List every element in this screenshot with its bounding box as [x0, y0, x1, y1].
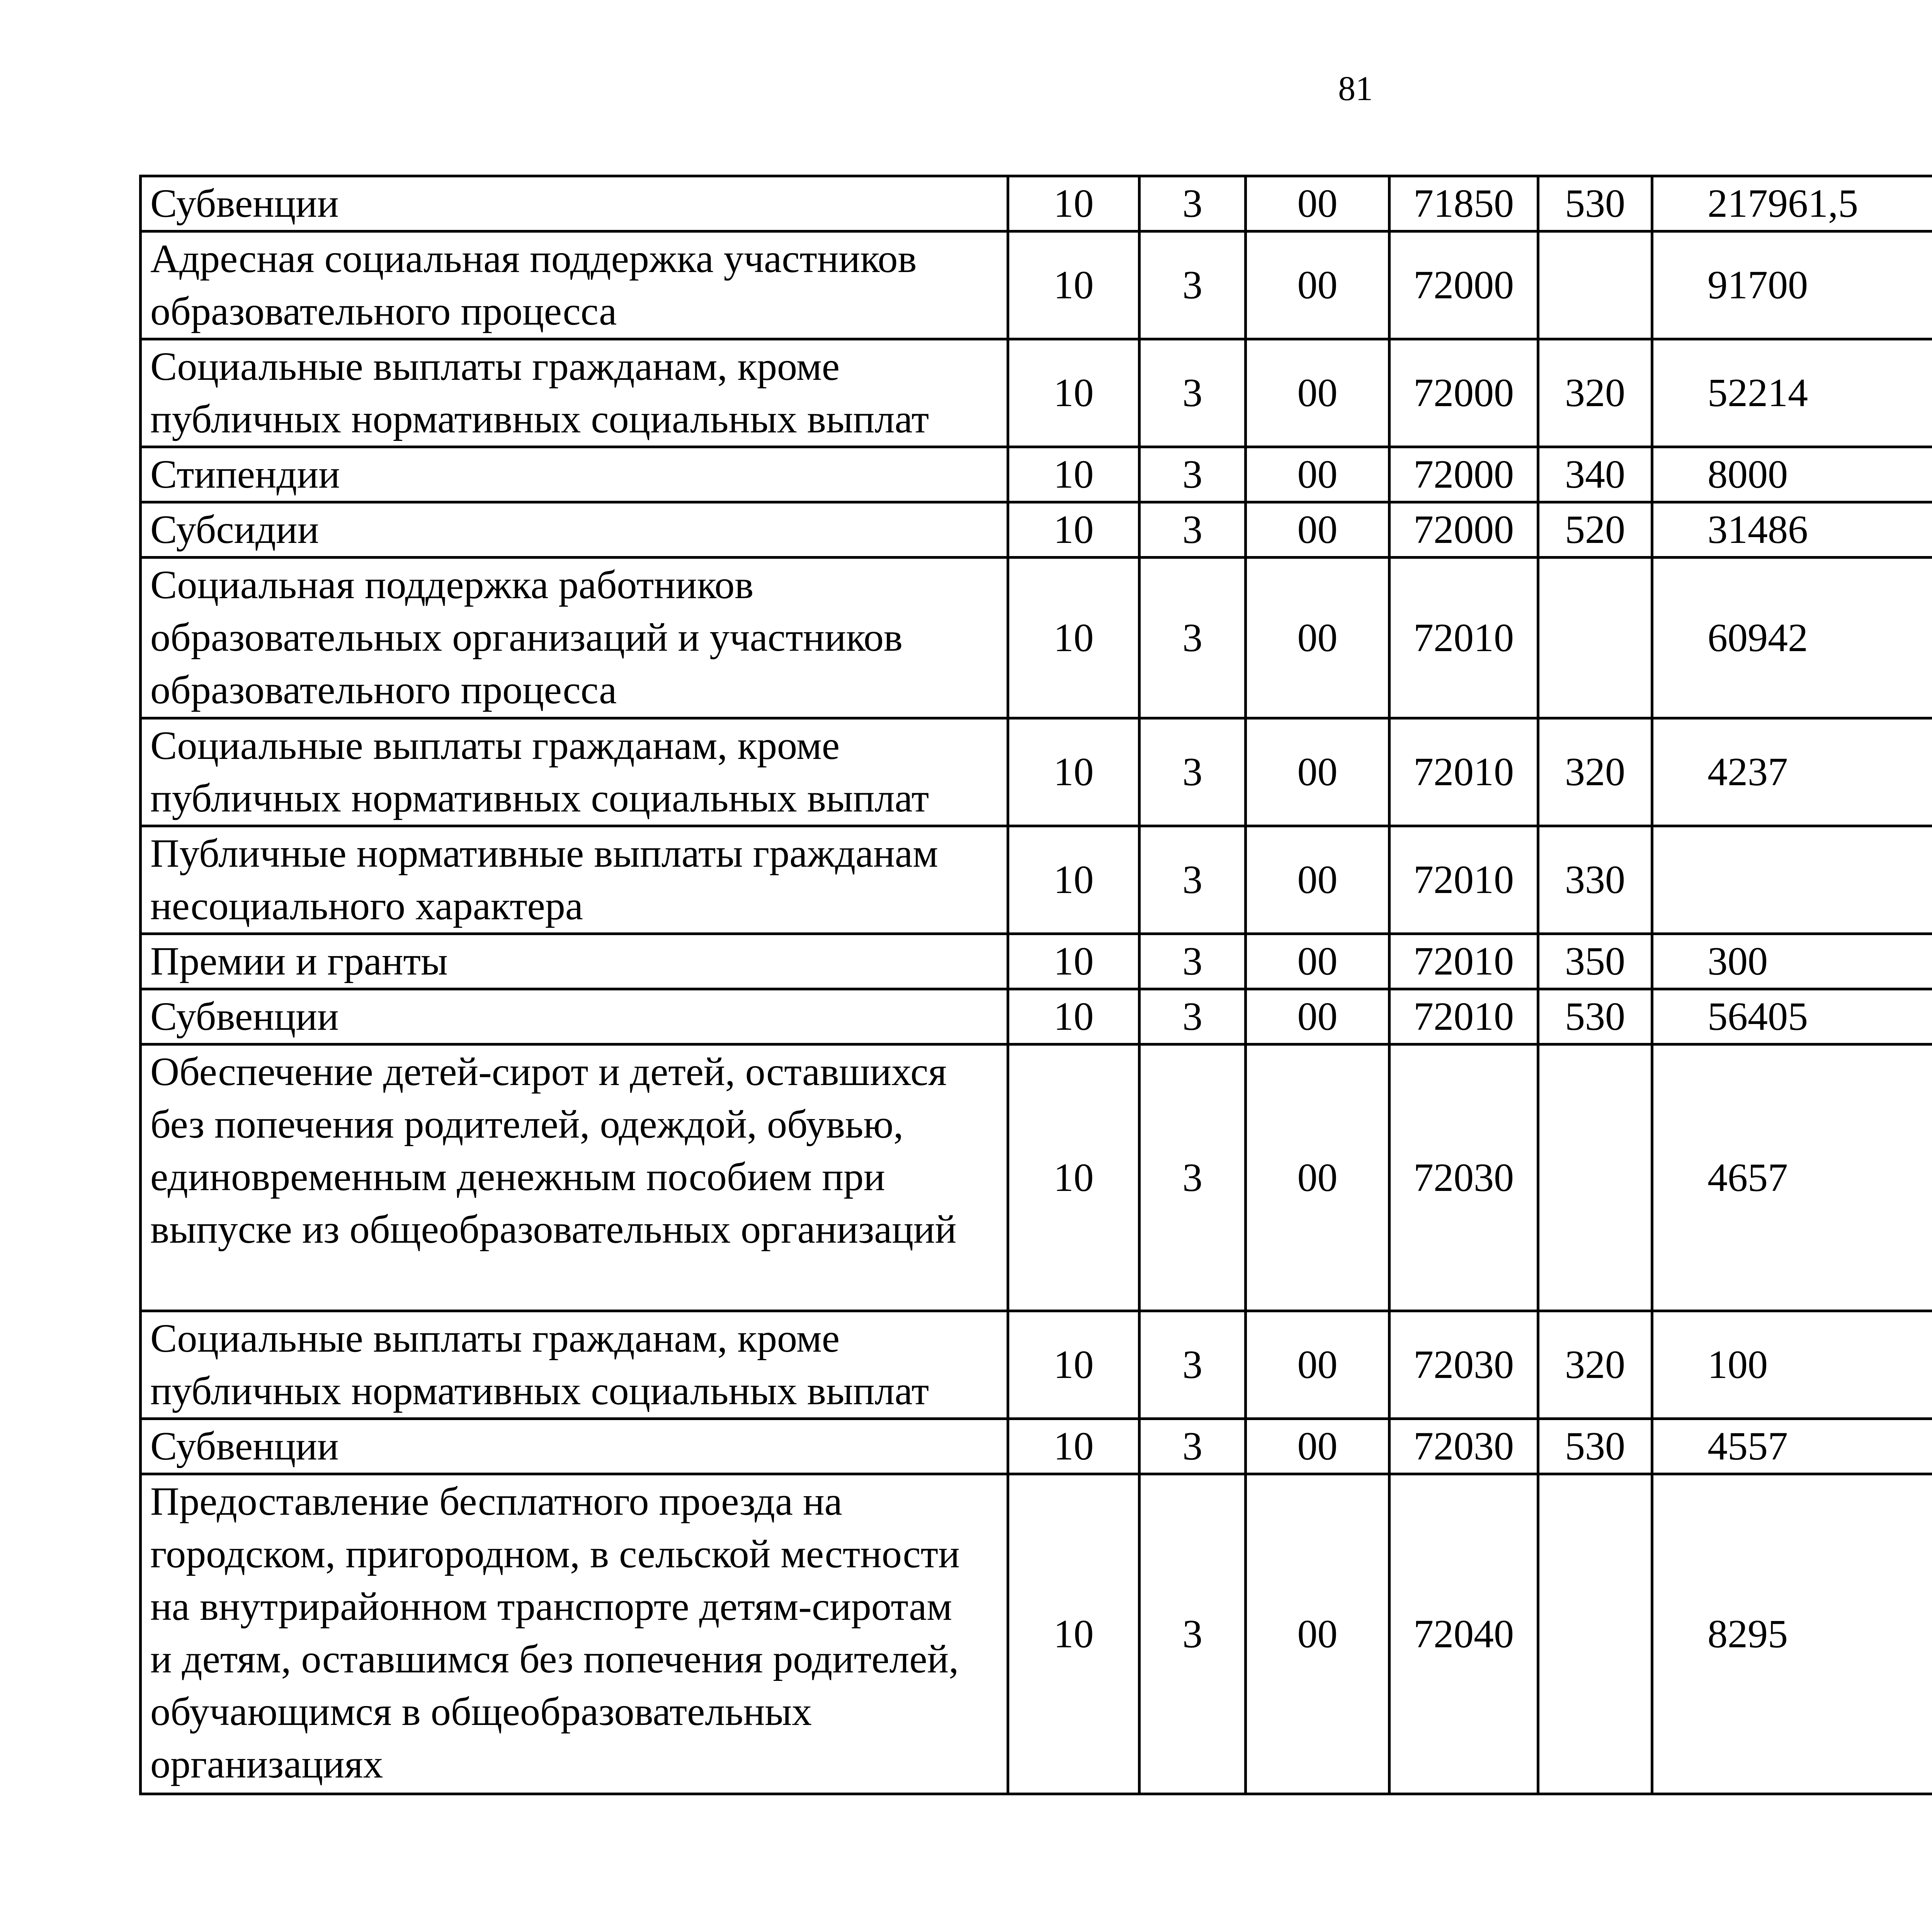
table-row	[141, 447, 1932, 502]
section-code-cell: 10	[1008, 1474, 1139, 1794]
expense-name-cell: Субвенции	[141, 989, 1008, 1044]
target-article-cell: 72040	[1389, 1474, 1538, 1794]
program-code-cell: 00	[1246, 1419, 1389, 1474]
section-code-cell: 10	[1008, 1311, 1139, 1419]
table-row	[141, 718, 1932, 826]
program-code-cell: 00	[1246, 447, 1389, 502]
expense-name-cell: Адресная социальная поддержка участников образовательного процесса	[141, 231, 1008, 339]
expense-name-cell: Социальные выплаты гражданам, кроме публичных нормативных социальных выплат	[141, 1311, 1008, 1419]
table-row	[141, 934, 1932, 989]
budget-table	[139, 175, 1932, 1795]
expense-type-cell: 330	[1538, 826, 1652, 934]
table-row	[141, 1419, 1932, 1474]
subsection-code-cell: 3	[1139, 718, 1246, 826]
expense-name-cell: Премии и гранты	[141, 934, 1008, 989]
program-code-cell: 00	[1246, 989, 1389, 1044]
expense-type-cell	[1538, 1474, 1652, 1794]
subsection-code-cell: 3	[1139, 989, 1246, 1044]
section-code-cell: 10	[1008, 1044, 1139, 1311]
section-code-cell: 10	[1008, 718, 1139, 826]
target-article-cell: 72010	[1389, 558, 1538, 718]
expense-type-cell: 530	[1538, 176, 1652, 231]
target-article-cell: 72030	[1389, 1044, 1538, 1311]
amount-year-1-cell: 56405	[1652, 989, 1932, 1044]
subsection-code-cell: 3	[1139, 231, 1246, 339]
amount-year-1-cell: 91700	[1652, 231, 1932, 339]
target-article-cell: 72000	[1389, 339, 1538, 447]
expense-type-cell: 520	[1538, 502, 1652, 558]
expense-type-cell: 530	[1538, 1419, 1652, 1474]
table-row	[141, 231, 1932, 339]
program-code-cell: 00	[1246, 1311, 1389, 1419]
expense-type-cell: 320	[1538, 1311, 1652, 1419]
section-code-cell: 10	[1008, 989, 1139, 1044]
amount-year-1-cell: 60942	[1652, 558, 1932, 718]
amount-year-1-cell: 52214	[1652, 339, 1932, 447]
amount-year-1-cell	[1652, 826, 1932, 934]
target-article-cell: 72030	[1389, 1311, 1538, 1419]
section-code-cell: 10	[1008, 447, 1139, 502]
table-row	[141, 558, 1932, 718]
amount-year-1-cell: 8295	[1652, 1474, 1932, 1794]
expense-name-cell: Стипендии	[141, 447, 1008, 502]
amount-year-1-cell: 31486	[1652, 502, 1932, 558]
amount-year-1-cell: 4237	[1652, 718, 1932, 826]
expense-type-cell: 350	[1538, 934, 1652, 989]
amount-year-1-cell: 100	[1652, 1311, 1932, 1419]
program-code-cell: 00	[1246, 339, 1389, 447]
expense-type-cell: 340	[1538, 447, 1652, 502]
target-article-cell: 72010	[1389, 718, 1538, 826]
target-article-cell: 72010	[1389, 934, 1538, 989]
program-code-cell: 00	[1246, 934, 1389, 989]
section-code-cell: 10	[1008, 502, 1139, 558]
table-row	[141, 339, 1932, 447]
amount-year-1-cell: 4557	[1652, 1419, 1932, 1474]
expense-type-cell	[1538, 1044, 1652, 1311]
expense-type-cell: 320	[1538, 339, 1652, 447]
subsection-code-cell: 3	[1139, 502, 1246, 558]
table-row	[141, 502, 1932, 558]
program-code-cell: 00	[1246, 502, 1389, 558]
expense-type-cell: 530	[1538, 989, 1652, 1044]
program-code-cell: 00	[1246, 1474, 1389, 1794]
subsection-code-cell: 3	[1139, 1311, 1246, 1419]
expense-name-cell: Публичные нормативные выплаты гражданам несоциального характера	[141, 826, 1008, 934]
program-code-cell: 00	[1246, 176, 1389, 231]
table-row	[141, 826, 1932, 934]
subsection-code-cell: 3	[1139, 1474, 1246, 1794]
expense-name-cell: Социальные выплаты гражданам, кроме публичных нормативных социальных выплат	[141, 339, 1008, 447]
amount-year-1-cell: 8000	[1652, 447, 1932, 502]
section-code-cell: 10	[1008, 934, 1139, 989]
program-code-cell: 00	[1246, 826, 1389, 934]
table-row	[141, 989, 1932, 1044]
page-number: 81	[1338, 70, 1373, 108]
expense-name-cell: Субвенции	[141, 176, 1008, 231]
program-code-cell: 00	[1246, 718, 1389, 826]
target-article-cell: 72000	[1389, 447, 1538, 502]
program-code-cell: 00	[1246, 558, 1389, 718]
amount-year-1-cell: 217961,5	[1652, 176, 1932, 231]
section-code-cell: 10	[1008, 231, 1139, 339]
amount-year-1-cell: 4657	[1652, 1044, 1932, 1311]
expense-name-cell: Социальные выплаты гражданам, кроме публичных нормативных социальных выплат	[141, 718, 1008, 826]
expense-name-cell: Социальная поддержка работников образовательных организаций и участников образовательного процесса	[141, 558, 1008, 718]
expense-type-cell: 320	[1538, 718, 1652, 826]
target-article-cell: 72010	[1389, 826, 1538, 934]
target-article-cell: 72030	[1389, 1419, 1538, 1474]
section-code-cell: 10	[1008, 1419, 1139, 1474]
section-code-cell: 10	[1008, 826, 1139, 934]
section-code-cell: 10	[1008, 558, 1139, 718]
expense-name-cell: Предоставление бесплатного проезда на городском, пригородном, в сельской местности на внутрирайонном транспорте детям-сиротам и детям, оставшимся без попечения родителей, обучающимся в общеобразовательных организациях	[141, 1474, 1008, 1794]
subsection-code-cell: 3	[1139, 934, 1246, 989]
table-row	[141, 1044, 1932, 1311]
table-row	[141, 176, 1932, 231]
table-row	[141, 1311, 1932, 1419]
subsection-code-cell: 3	[1139, 1419, 1246, 1474]
target-article-cell: 72000	[1389, 231, 1538, 339]
target-article-cell: 72000	[1389, 502, 1538, 558]
expense-name-cell: Субвенции	[141, 1419, 1008, 1474]
expense-name-cell: Обеспечение детей-сирот и детей, оставшихся без попечения родителей, одеждой, обувью, единовременным денежным пособием при выпуске из общеобразовательных организаций	[141, 1044, 1008, 1311]
section-code-cell: 10	[1008, 176, 1139, 231]
subsection-code-cell: 3	[1139, 176, 1246, 231]
amount-year-1-cell: 300	[1652, 934, 1932, 989]
subsection-code-cell: 3	[1139, 1044, 1246, 1311]
table-body	[141, 176, 1932, 1794]
program-code-cell: 00	[1246, 231, 1389, 339]
target-article-cell: 71850	[1389, 176, 1538, 231]
subsection-code-cell: 3	[1139, 826, 1246, 934]
subsection-code-cell: 3	[1139, 447, 1246, 502]
expense-type-cell	[1538, 558, 1652, 718]
expense-name-cell: Субсидии	[141, 502, 1008, 558]
table-row	[141, 1474, 1932, 1794]
expense-type-cell	[1538, 231, 1652, 339]
subsection-code-cell: 3	[1139, 558, 1246, 718]
section-code-cell: 10	[1008, 339, 1139, 447]
subsection-code-cell: 3	[1139, 339, 1246, 447]
target-article-cell: 72010	[1389, 989, 1538, 1044]
program-code-cell: 00	[1246, 1044, 1389, 1311]
